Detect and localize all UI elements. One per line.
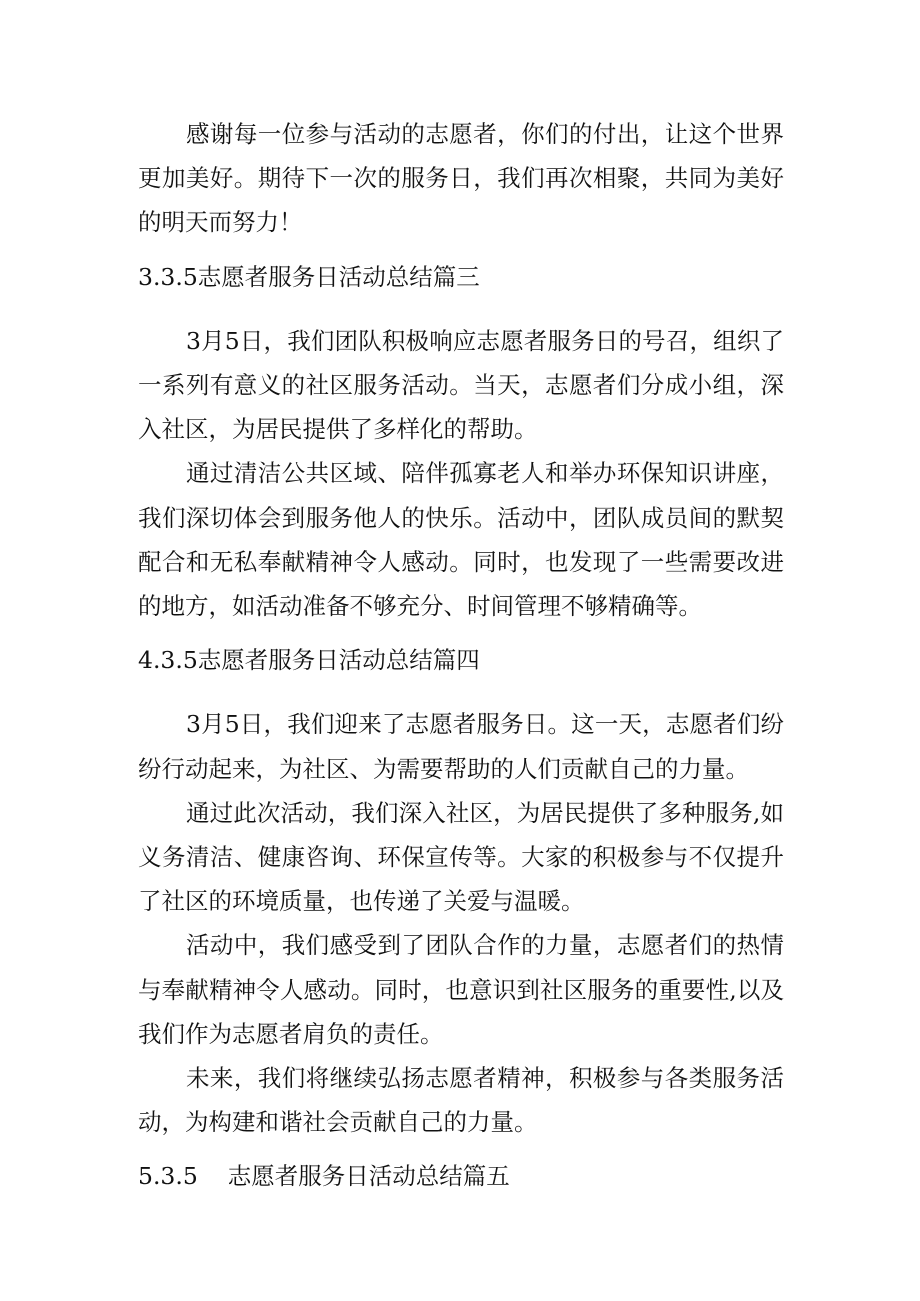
section-title: 志愿者服务日活动总结篇五: [227, 1162, 510, 1191]
section-heading: [138, 638, 784, 682]
section-number: 5.3.5: [138, 1162, 198, 1191]
paragraph: 通过清洁公共区域、陪伴孤寡老人和举办环保知识讲座，我们深切体会到服务他人的快乐。活动中，团队成员间的默契配合和无私奉献精神令人感动。同时，也发现了一些需要改进的地方，如活动准备不够充分、时间管理不够精确等。: [138, 459, 784, 621]
paragraph: 3月5日，我们迎来了志愿者服务日。这一天，志愿者们纷纷行动起来，为社区、为需要帮助的人们贡献自己的力量。: [138, 710, 784, 783]
paragraph: 通过此次活动，我们深入社区，为居民提供了多种服务,如义务清洁、健康咨询、环保宣传等。大家的积极参与不仅提升了社区的环境质量，也传递了关爱与温暖。: [138, 798, 784, 916]
section-number: 4.3.5: [138, 646, 198, 675]
section-heading: [138, 255, 784, 299]
paragraph: 活动中，我们感受到了团队合作的力量，志愿者们的热情与奉献精神令人感动。同时，也意识到社区服务的重要性,以及我们作为志愿者肩负的责任。: [138, 931, 784, 1048]
section-heading: [138, 1154, 784, 1198]
section-title: 志愿者服务日活动总结篇三: [197, 262, 480, 291]
paragraph: 感谢每一位参与活动的志愿者，你们的付出，让这个世界更加美好。期待下一次的服务日，我们再次相聚，共同为美好的明天而努力！: [138, 120, 784, 237]
document-body: [138, 112, 784, 1199]
paragraph: 未来，我们将继续弘扬志愿者精神，积极参与各类服务活动，为构建和谐社会贡献自己的力量。: [138, 1064, 784, 1137]
section-number: 3.3.5: [138, 262, 198, 291]
paragraph: 3月5日，我们团队积极响应志愿者服务日的号召，组织了一系列有意义的社区服务活动。当天，志愿者们分成小组，深入社区，为居民提供了多样化的帮助。: [138, 326, 784, 444]
section-title: 志愿者服务日活动总结篇四: [197, 646, 480, 675]
